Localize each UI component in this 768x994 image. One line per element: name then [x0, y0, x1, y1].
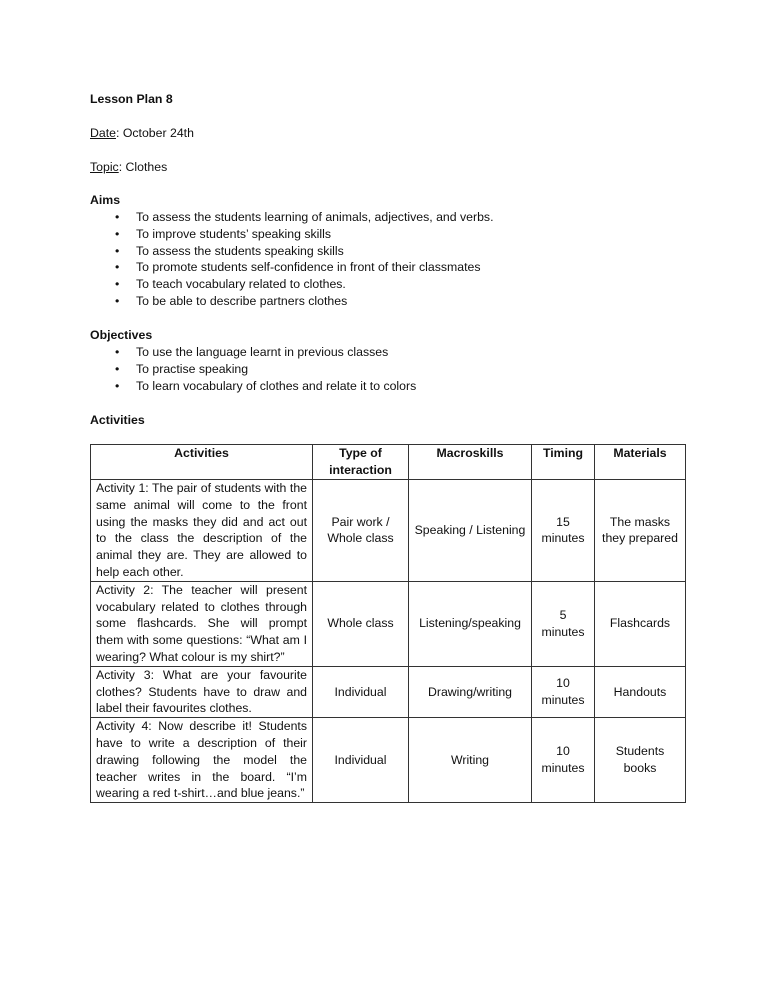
bullet-icon: •: [115, 293, 120, 308]
list-item: • To improve students’ speaking skills: [115, 226, 332, 241]
header-interaction: Type of interaction: [313, 445, 409, 480]
topic-value: : Clothes: [118, 160, 168, 174]
date-label: Date: [90, 126, 116, 140]
activity-cell: Activity 4: Now describe it! Students have to write a description of their drawing following the model the teacher writes in the board. “I’m wearing a red t-shirt…and blue jeans.”: [91, 718, 313, 803]
activity-cell: Activity 1: The pair of students with the same animal will come to the front using the masks they did and act out to the class the description of the animal they are. They are allowed to help each other.: [91, 480, 313, 582]
header-activities: Activities: [91, 445, 313, 480]
table-row: [91, 581, 686, 666]
bullet-icon: •: [115, 378, 120, 393]
materials-cell: Students books: [595, 718, 686, 803]
bullet-icon: •: [115, 277, 120, 292]
bullet-icon: •: [115, 260, 120, 275]
header-macroskills: Macroskills: [409, 445, 532, 480]
table-row: [91, 666, 686, 717]
timing-cell: 5 minutes: [532, 581, 595, 666]
objectives-list: [90, 344, 416, 394]
activities-heading: Activities: [90, 413, 145, 427]
bullet-icon: •: [115, 226, 120, 241]
table-row: [91, 480, 686, 582]
date-line: [90, 125, 194, 142]
date-value: : October 24th: [115, 126, 194, 140]
list-item: • To practise speaking: [115, 361, 249, 376]
list-item: • To teach vocabulary related to clothes.: [115, 277, 346, 292]
materials-cell: Handouts: [595, 666, 686, 717]
bullet-icon: •: [115, 210, 120, 224]
activity-cell: Activity 2: The teacher will present vocabulary related to clothes through some flashcards. She will prompt them with some questions: “What am I wearing? What colour is my shirt?”: [91, 581, 313, 666]
bullet-icon: •: [115, 243, 120, 258]
activity-cell: Activity 3: What are your favourite clothes? Students have to draw and label their favourites clothes.: [91, 666, 313, 717]
aims-list: [90, 209, 494, 310]
objectives-heading: Objectives: [90, 328, 153, 342]
activities-table: [90, 444, 686, 803]
aims-heading: Aims: [90, 193, 121, 207]
timing-cell: 10 minutes: [532, 666, 595, 717]
macroskills-cell: Drawing/writing: [409, 666, 532, 717]
macroskills-cell: Listening/speaking: [409, 581, 532, 666]
macroskills-cell: Speaking / Listening: [409, 480, 532, 582]
macroskills-cell: Writing: [409, 718, 532, 803]
timing-cell: 10 minutes: [532, 718, 595, 803]
materials-cell: The masks they prepared: [595, 480, 686, 582]
list-item: • To use the language learnt in previous classes: [115, 345, 389, 359]
topic-line: [90, 159, 167, 176]
interaction-cell: Pair work / Whole class: [313, 480, 409, 582]
topic-label: Topic: [90, 160, 119, 174]
bullet-icon: •: [115, 345, 120, 359]
list-item: • To be able to describe partners clothes: [115, 293, 348, 308]
interaction-cell: Individual: [313, 718, 409, 803]
list-item: • To learn vocabulary of clothes and relate it to colors: [115, 378, 417, 393]
header-materials: Materials: [595, 445, 686, 480]
table-row: [91, 718, 686, 803]
list-item: • To assess the students learning of animals, adjectives, and verbs.: [115, 210, 494, 224]
lesson-title: Lesson Plan 8: [90, 92, 173, 106]
header-timing: Timing: [532, 445, 595, 480]
bullet-icon: •: [115, 361, 120, 376]
table-header-row: [91, 445, 686, 480]
list-item: • To assess the students speaking skills: [115, 243, 344, 258]
interaction-cell: Individual: [313, 666, 409, 717]
interaction-cell: Whole class: [313, 581, 409, 666]
materials-cell: Flashcards: [595, 581, 686, 666]
list-item: • To promote students self-confidence in front of their classmates: [115, 260, 481, 275]
timing-cell: 15 minutes: [532, 480, 595, 582]
